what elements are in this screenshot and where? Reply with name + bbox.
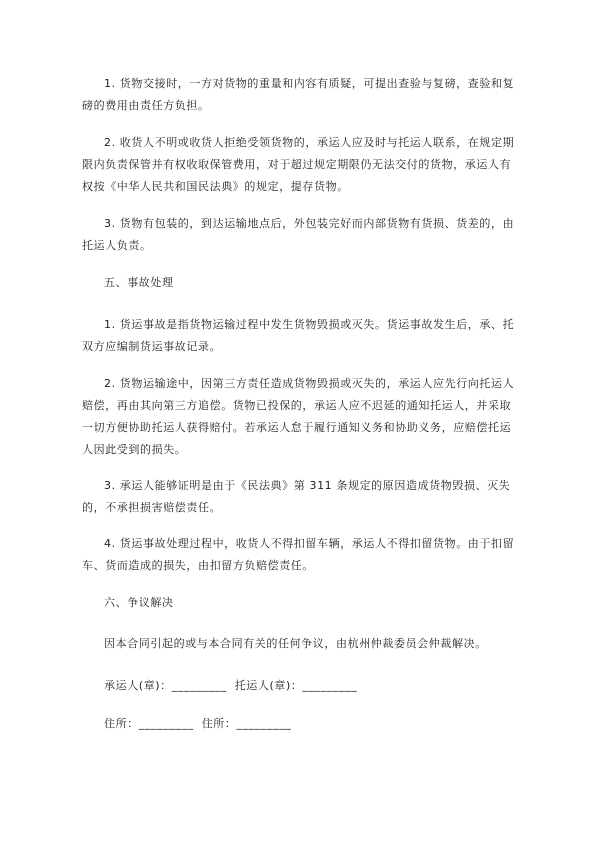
clause-no-detention: 4. 货运事故处理过程中，收货人不得扣留车辆，承运人不得扣留货物。由于扣留车、货而造成的损失，由扣留方负赔偿责任。 xyxy=(82,537,515,572)
carrier-address-field: 住所：_________ xyxy=(104,717,194,730)
clause-unclaimed-goods: 2. 收货人不明或收货人拒绝受领货物的，承运人应及时与托运人联系，在规定期限内负责保管并有权收取保管费用，对于超过规定期限仍无法交付的货物，承运人有权按《中华人民共和国民法典》的规定，提存货物。 xyxy=(82,136,515,193)
carrier-seal-field: 承运人(章)：_________ xyxy=(104,679,227,692)
section-heading-accident: 五、事故处理 xyxy=(104,276,174,289)
address-line xyxy=(104,713,291,735)
clause-third-party: 2. 货物运输途中，因第三方责任造成货物毁损或灭失的，承运人应先行向托运人赔偿，再由其向第三方追偿。货物已投保的，承运人应不迟延的通知托运人，并采取一切方便协助托运人获得赔付。若承运人怠于履行通知义务和协助义务，应赔偿托运人因此受到的损失。 xyxy=(82,377,515,456)
clause-packaging: 3. 货物有包装的，到达运输地点后，外包装完好而内部货物有货损、货差的，由托运人负责。 xyxy=(82,217,515,252)
clause-inspection: 1. 货物交接时，一方对货物的重量和内容有质疑，可提出查验与复磅，查验和复磅的费用由责任方负担。 xyxy=(82,77,515,112)
shipper-address-field: 住所：_________ xyxy=(201,717,292,730)
clause-accident-definition: 1. 货运事故是指货物运输过程中发生货物毁损或灭失。货运事故发生后，承、托双方应编制货运事故记录。 xyxy=(82,318,515,353)
seal-line xyxy=(104,675,357,697)
section-heading-dispute: 六、争议解决 xyxy=(104,596,174,609)
clause-exemption: 3. 承运人能够证明是由于《民法典》第 311 条规定的原因造成货物毁损、灭失的，不承担损害赔偿责任。 xyxy=(82,479,511,514)
shipper-seal-field: 托运人(章)：_________ xyxy=(234,679,358,692)
clause-arbitration: 因本合同引起的或与本合同有关的任何争议，由杭州仲裁委员会仲裁解决。 xyxy=(104,637,487,650)
